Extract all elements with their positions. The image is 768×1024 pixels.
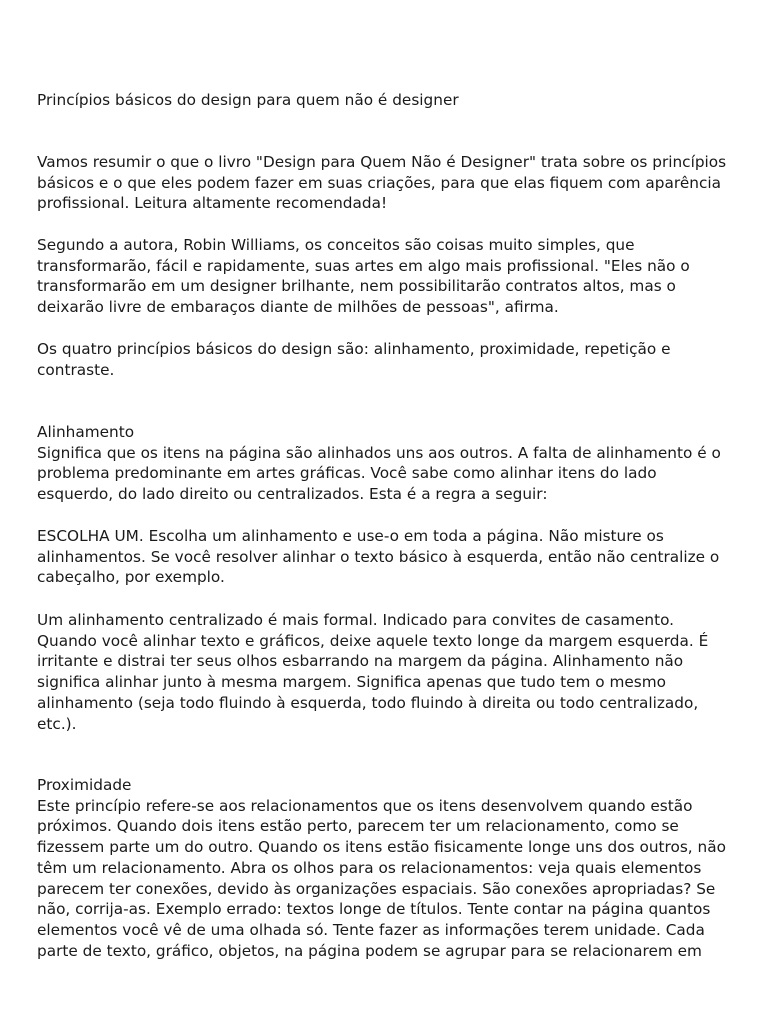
text-line: transformarão, fácil e rapidamente, suas artes em algo mais profissional. "Eles não o xyxy=(37,256,690,275)
document-title-text: Princípios básicos do design para quem não é designer xyxy=(37,91,459,109)
text-line: parecem ter conexões, devido às organizações espaciais. São conexões apropriadas? Se xyxy=(37,879,716,898)
text-line: transformarão em um designer brilhante, nem possibilitarão contratos altos, mas o xyxy=(37,277,676,296)
text-line: parte de texto, gráfico, objetos, na página podem se agrupar para se relacionarem em xyxy=(37,941,702,960)
text-line: alinhamento (seja todo fluindo à esquerda, todo fluindo à direita ou todo centralizado, xyxy=(37,693,699,712)
intro-paragraph xyxy=(37,152,737,214)
text-line: alinhamentos. Se você resolver alinhar o texto básico à esquerda, então não centralize o xyxy=(37,547,720,566)
section-heading: Proximidade xyxy=(37,776,132,794)
text-line: Vamos resumir o que o livro "Design para Quem Não é Designer" trata sobre os princípios xyxy=(37,153,727,171)
text-line: contraste. xyxy=(37,360,115,379)
text-line: profissional. Leitura altamente recomendada! xyxy=(37,194,388,213)
text-line: Os quatro princípios básicos do design são: alinhamento, proximidade, repetição e xyxy=(37,340,671,358)
text-line: básicos e o que eles podem fazer em suas criações, para que elas fiquem com aparência xyxy=(37,173,721,192)
alignment-section xyxy=(37,422,737,505)
author-paragraph xyxy=(37,235,737,318)
text-line: Quando você alinhar texto e gráficos, deixe aquele texto longe da margem esquerda. É xyxy=(37,631,709,650)
text-line: deixarão livre de embaraços diante de milhões de pessoas", afirma. xyxy=(37,298,559,317)
text-line: Este princípio refere-se aos relacionamentos que os itens desenvolvem quando estão xyxy=(37,796,693,815)
text-line: problema predominante em artes gráficas. Você sabe como alinhar itens do lado xyxy=(37,464,657,483)
document-title xyxy=(37,90,737,111)
alignment-paragraph-3 xyxy=(37,610,737,734)
proximity-section xyxy=(37,775,737,961)
text-line: têm um relacionamento. Abra os olhos para os relacionamentos: veja quais elementos xyxy=(37,858,702,877)
text-line: significa alinhar junto à mesma margem. Significa apenas que tudo tem o mesmo xyxy=(37,673,667,692)
text-line: etc.). xyxy=(37,714,77,733)
text-line: próximos. Quando dois itens estão perto, parecem ter um relacionamento, como se xyxy=(37,817,679,836)
alignment-paragraph-2 xyxy=(37,526,737,588)
principles-paragraph xyxy=(37,339,737,380)
text-line: Segundo a autora, Robin Williams, os conceitos são coisas muito simples, que xyxy=(37,236,635,254)
text-line: não, corrija-as. Exemplo errado: textos longe de títulos. Tente contar na página quantos xyxy=(37,900,711,919)
text-line: ESCOLHA UM. Escolha um alinhamento e use-o em toda a página. Não misture os xyxy=(37,527,664,545)
section-heading: Alinhamento xyxy=(37,423,135,441)
text-line: Significa que os itens na página são alinhados uns aos outros. A falta de alinhamento é o xyxy=(37,443,721,462)
text-line: irritante e distrai ter seus olhos esbarrando na margem da página. Alinhamento não xyxy=(37,652,684,671)
text-line: Um alinhamento centralizado é mais formal. Indicado para convites de casamento. xyxy=(37,611,675,629)
text-line: esquerdo, do lado direito ou centralizados. Esta é a regra a seguir: xyxy=(37,485,548,504)
text-line: elementos você vê de uma olhada só. Tente fazer as informações terem unidade. Cada xyxy=(37,920,705,939)
text-line: cabeçalho, por exemplo. xyxy=(37,568,225,587)
text-line: fizessem parte um do outro. Quando os itens estão fisicamente longe uns dos outros, não xyxy=(37,838,726,857)
